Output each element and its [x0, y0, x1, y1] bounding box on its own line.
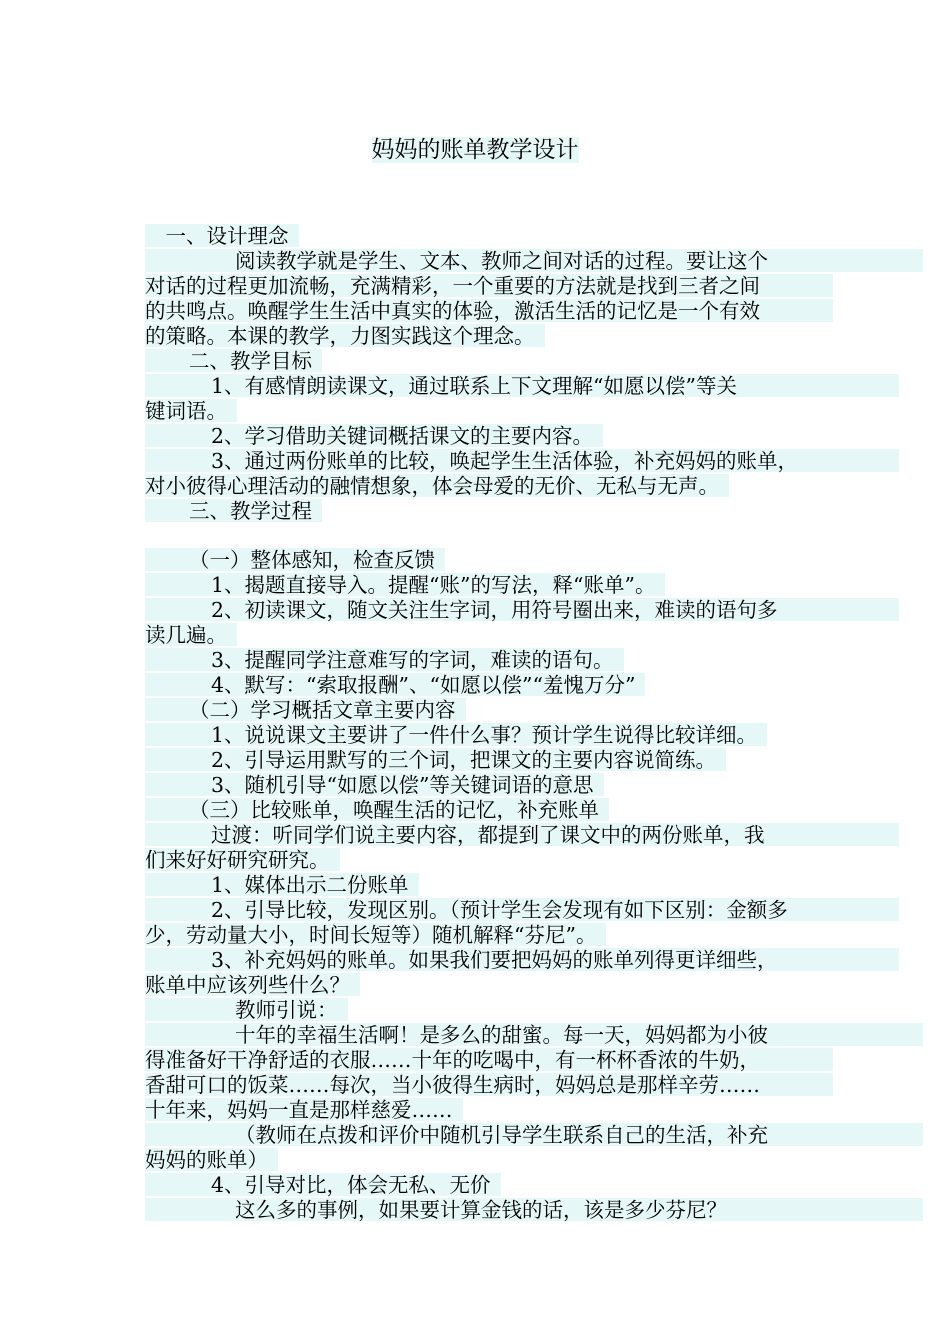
text-line-content: 1、有感情朗读课文，通过联系上下文理解“如愿以偿”等关	[145, 374, 899, 397]
text-line	[145, 1073, 807, 1098]
text-line	[145, 424, 807, 449]
text-line	[145, 673, 807, 698]
text-line-content: 读几遍。	[145, 623, 237, 646]
document-title-text: 妈妈的账单教学设计	[371, 137, 579, 163]
text-line-content: 键词语。	[145, 399, 237, 422]
text-line	[145, 948, 807, 973]
text-line	[145, 449, 807, 474]
text-line	[145, 898, 807, 923]
text-line	[145, 548, 807, 573]
text-line-content: 一、设计理念	[145, 224, 299, 247]
text-line	[145, 798, 807, 823]
text-line-content: 教师引说：	[145, 998, 348, 1021]
text-line-content: 3、提醒同学注意难写的字词，难读的语句。	[145, 648, 624, 671]
text-line-content: 香甜可口的饭菜……每次，当小彼得生病时，妈妈总是那样辛劳……	[145, 1073, 833, 1096]
text-line	[145, 474, 807, 499]
text-line	[145, 1098, 807, 1123]
text-line-content: 过渡：听同学们说主要内容，都提到了课文中的两份账单，我	[145, 823, 899, 846]
text-line	[145, 1198, 807, 1223]
text-line	[145, 299, 807, 324]
text-line	[145, 923, 807, 948]
text-line	[145, 224, 807, 249]
text-line-content: 对小彼得心理活动的融情想象，体会母爱的无价、无私与无声。	[145, 474, 729, 497]
text-line-content: 1、说说课文主要讲了一件什么事？预计学生说得比较详细。	[145, 723, 767, 746]
text-line	[145, 598, 807, 623]
text-line	[145, 973, 807, 998]
text-line-content: 2、引导比较，发现区别。（预计学生会发现有如下区别：金额多	[145, 898, 899, 921]
text-line-content: 3、补充妈妈的账单。如果我们要把妈妈的账单列得更详细些，	[145, 948, 899, 971]
text-line	[145, 1148, 807, 1173]
text-line-content: 阅读教学就是学生、文本、教师之间对话的过程。要让这个	[145, 249, 923, 272]
text-line-content: 二、教学目标	[145, 349, 322, 372]
text-line	[145, 374, 807, 399]
text-line	[145, 524, 807, 548]
document-title	[0, 136, 950, 164]
text-line	[145, 848, 807, 873]
text-line	[145, 249, 807, 274]
text-line-content: 妈妈的账单）	[145, 1148, 278, 1171]
text-line	[145, 623, 807, 648]
text-line	[145, 648, 807, 673]
text-line	[145, 873, 807, 898]
text-line-content: 对话的过程更加流畅，充满精彩，一个重要的方法就是找到三者之间	[145, 274, 833, 297]
text-line-content: 的策略。本课的教学，力图实践这个理念。	[145, 324, 545, 347]
text-line	[145, 1173, 807, 1198]
document-body	[145, 224, 807, 1223]
text-line	[145, 773, 807, 798]
text-line-content: 们来好好研究研究。	[145, 848, 340, 871]
text-line-content: 十年来，妈妈一直是那样慈爱……	[145, 1098, 463, 1121]
text-line-content: 1、揭题直接导入。提醒“账”的写法，释“账单”。	[145, 573, 665, 596]
text-line	[145, 1048, 807, 1073]
text-line	[145, 399, 807, 424]
text-line	[145, 1123, 807, 1148]
text-line-content: 三、教学过程	[145, 499, 322, 522]
text-line	[145, 324, 807, 349]
text-line-content: 十年的幸福生活啊！是多么的甜蜜。每一天，妈妈都为小彼	[145, 1023, 923, 1046]
text-line	[145, 998, 807, 1023]
text-line	[145, 748, 807, 773]
text-line-content: 少，劳动量大小，时间长短等）随机解释“芬尼”。	[145, 923, 606, 946]
text-line-content: （二）学习概括文章主要内容	[145, 698, 466, 721]
text-line-content: 2、引导运用默写的三个词，把课文的主要内容说简练。	[145, 748, 726, 771]
text-line-content: 得准备好干净舒适的衣服……十年的吃喝中，有一杯杯香浓的牛奶，	[145, 1048, 833, 1071]
text-line-content: （一）整体感知，检查反馈	[145, 548, 445, 571]
text-line-content: 3、通过两份账单的比较，唤起学生生活体验，补充妈妈的账单，	[145, 449, 899, 472]
text-line-content: 2、学习借助关键词概括课文的主要内容。	[145, 424, 603, 447]
text-line	[145, 698, 807, 723]
text-line	[145, 1023, 807, 1048]
text-line-content: 1、媒体出示二份账单	[145, 873, 419, 896]
text-line-content: 3、随机引导“如愿以偿”等关键词语的意思	[145, 773, 604, 796]
text-line-content: （教师在点拨和评价中随机引导学生联系自己的生活，补充	[145, 1123, 923, 1146]
text-line	[145, 723, 807, 748]
text-line	[145, 499, 807, 524]
text-line	[145, 274, 807, 299]
text-line-content: 的共鸣点。唤醒学生生活中真实的体验，激活生活的记忆是一个有效	[145, 299, 833, 322]
text-line	[145, 349, 807, 374]
text-line-content: 账单中应该列些什么？	[145, 973, 360, 996]
text-line	[145, 823, 807, 848]
text-line-content: （三）比较账单，唤醒生活的记忆，补充账单	[145, 798, 609, 821]
text-line-content: 这么多的事例，如果要计算金钱的话，该是多少芬尼？	[145, 1198, 923, 1221]
text-line-content: 4、默写：“索取报酬”、“如愿以偿”“羞愧万分”	[145, 673, 645, 696]
text-line-content: 2、初读课文，随文关注生字词，用符号圈出来，难读的语句多	[145, 598, 899, 621]
text-line	[145, 573, 807, 598]
text-line-content: 4、引导对比，体会无私、无价	[145, 1173, 501, 1196]
